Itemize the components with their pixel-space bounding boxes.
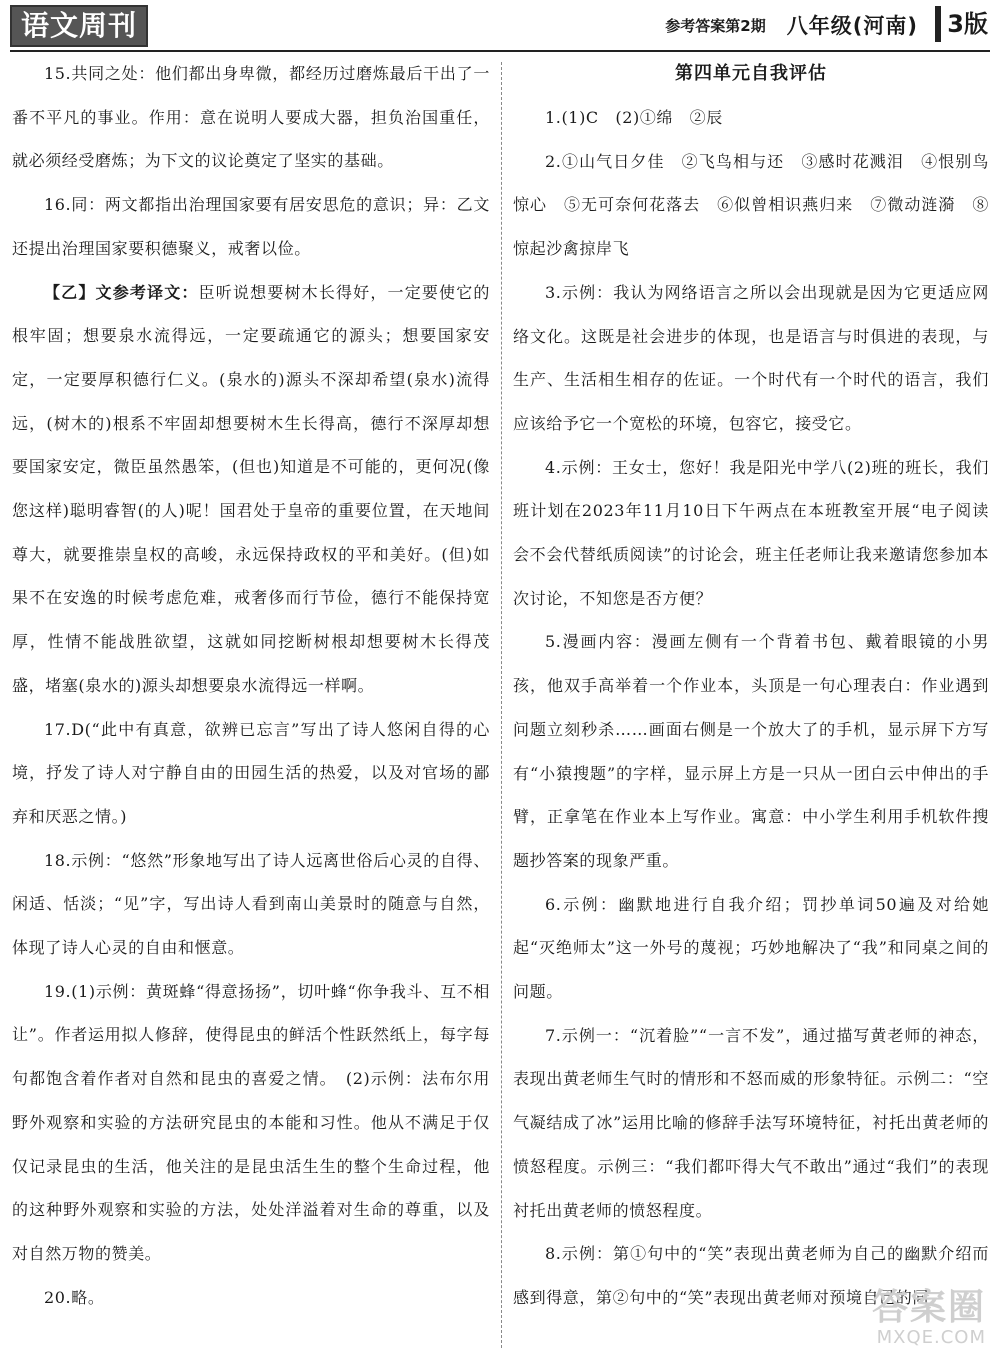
answer-19: 19.(1)示例：黄斑蜂“得意扬扬”，切叶蜂“你争我斗、互不相让”。作者运用拟人修辞，使得昆虫的鲜活个性跃然纸上，每字每句都饱含着作者对自然和昆虫的喜爱之情。 (2)示例：法布尔用野外观察和实验的方法研究昆虫的本能和习性。他从不满足于仅仅记录昆虫的生活，他关注的是昆虫活生生的整个生命过程，他的这种野外观察和实验的方法，处处洋溢着对生命的尊重，以及对自然万物的赞美。 bbox=[12, 981, 490, 1263]
right-column bbox=[513, 52, 989, 1356]
answer-18: 18.示例：“悠然”形象地写出了诗人远离世俗后心灵的自得、闲适、恬淡；“见”字，写出诗人看到南山美景时的随意与自然，体现了诗人心灵的自由和惬意。 bbox=[12, 850, 490, 958]
answer-20: 20.略。 bbox=[44, 1287, 105, 1307]
answer-1: 1.(1)C (2)①绵 ②辰 bbox=[545, 108, 723, 127]
answer-4: 4.示例：王女士，您好！我是阳光中学八(2)班的班长，我们班计划在2023年11月10日下午两点在本班教室开展“电子阅读会不会代替纸质阅读”的讨论会，班主任老师让我来邀请您参加本次讨论，不知您是否方便？ bbox=[513, 457, 989, 608]
answer-15: 15.共同之处：他们都出身卑微，都经历过磨炼最后干出了一番不平凡的事业。作用：意在说明人要成大器，担负治国重任，就必须经受磨炼；为下文的议论奠定了坚实的基础。 bbox=[12, 64, 490, 171]
left-column bbox=[12, 52, 490, 1356]
answer-5: 5.漫画内容：漫画左侧有一个背着书包、戴着眼镜的小男孩，他双手高举着一个作业本，头顶是一句心理表白：作业遇到问题立刻秒杀……画面右侧是一个放大了的手机，显示屏下方写有“小猿搜题”的字样，显示屏上方是一只从一团白云中伸出的手臂，正拿笔在作业本上写作业。寓意：中小学生利用手机软件搜题抄答案的现象严重。 bbox=[513, 632, 989, 870]
answer-7: 7.示例一：“沉着脸”“一言不发”，通过描写黄老师的神态，表现出黄老师生气时的情形和不怒而威的形象特征。示例二：“空气凝结成了冰”运用比喻的修辞手法写环境特征，衬托出黄老师的愤怒程度。示例三：“我们都吓得大气不敢出”通过“我们”的表现衬托出黄老师的愤怒程度。 bbox=[513, 1025, 989, 1220]
newspaper-logo: 语文周刊 bbox=[10, 5, 148, 47]
watermark-sub: MXQE.COM bbox=[876, 1327, 986, 1348]
answer-17: 17.D(“此中有真意，欲辨已忘言”写出了诗人悠闲自得的心境，抒发了诗人对宁静自由的田园生活的热爱，以及对官场的鄙弃和厌恶之情。) bbox=[12, 719, 490, 826]
column-divider bbox=[501, 62, 502, 1348]
watermark-main: 答案圈 bbox=[871, 1287, 986, 1328]
answer-2: 2.①山气日夕佳 ②飞鸟相与还 ③感时花溅泪 ④恨别鸟惊心 ⑤无可奈何花落去 ⑥似曾相识燕归来 ⑦微动涟漪 ⑧惊起沙禽掠岸飞 bbox=[513, 151, 989, 259]
page-header bbox=[0, 0, 1000, 52]
grade-label: 八年级(河南) bbox=[786, 14, 918, 38]
edition-label: 3版 bbox=[935, 6, 988, 42]
translation-label: 【乙】文参考译文： bbox=[44, 282, 199, 302]
issue-label: 参考答案第2期 bbox=[665, 16, 766, 35]
translation-paragraph bbox=[12, 271, 490, 708]
answer-6: 6.示例：幽默地进行自我介绍；罚抄单词50遍及对给她起“灭绝师太”这一外号的蔑视；巧妙地解决了“我”和同桌之间的问题。 bbox=[513, 894, 989, 1002]
translation-text: 臣听说想要树木长得好，一定要使它的根牢固；想要泉水流得远，一定要疏通它的源头；想要国家安定，一定要厚积德行仁义。(泉水的)源头不深却希望(泉水)流得远，(树木的)根系不牢固却想要树木生长得高，德行不深厚却想要国家安定，微臣虽然愚笨，(但也)知道是不可能的，更何况(像您这样)聪明睿智(的人)呢！国君处于皇帝的重要位置，在天地间尊大，就要推崇皇权的高峻，永远保持政权的平和美好。(但)如果不在安逸的时候考虑危难，戒奢侈而行节俭，德行不能保持宽厚，性情不能战胜欲望，这就如同挖断树根却想要树木长得茂盛，堵塞(泉水的)源头却想要泉水流得远一样啊。 bbox=[12, 282, 491, 695]
section-title: 第四单元自我评估 bbox=[675, 63, 827, 84]
answer-16: 16.同：两文都指出治理国家要有居安思危的意识；异：乙文还提出治理国家要积德聚义，戒奢以俭。 bbox=[12, 195, 490, 258]
header-info bbox=[665, 10, 918, 40]
answer-8: 8.示例：第①句中的“笑”表现出黄老师为自己的幽默介绍而感到得意，第②句中的“笑”表现出黄老师对预境自己的同 bbox=[513, 1244, 989, 1307]
answer-3: 3.示例：我认为网络语言之所以会出现就是因为它更适应网络文化。这既是社会进步的体现，也是语言与时俱进的表现，与生产、生活相生相存的佐证。一个时代有一个时代的语言，我们应该给予它一个宽松的环境，包容它，接受它。 bbox=[513, 282, 989, 433]
